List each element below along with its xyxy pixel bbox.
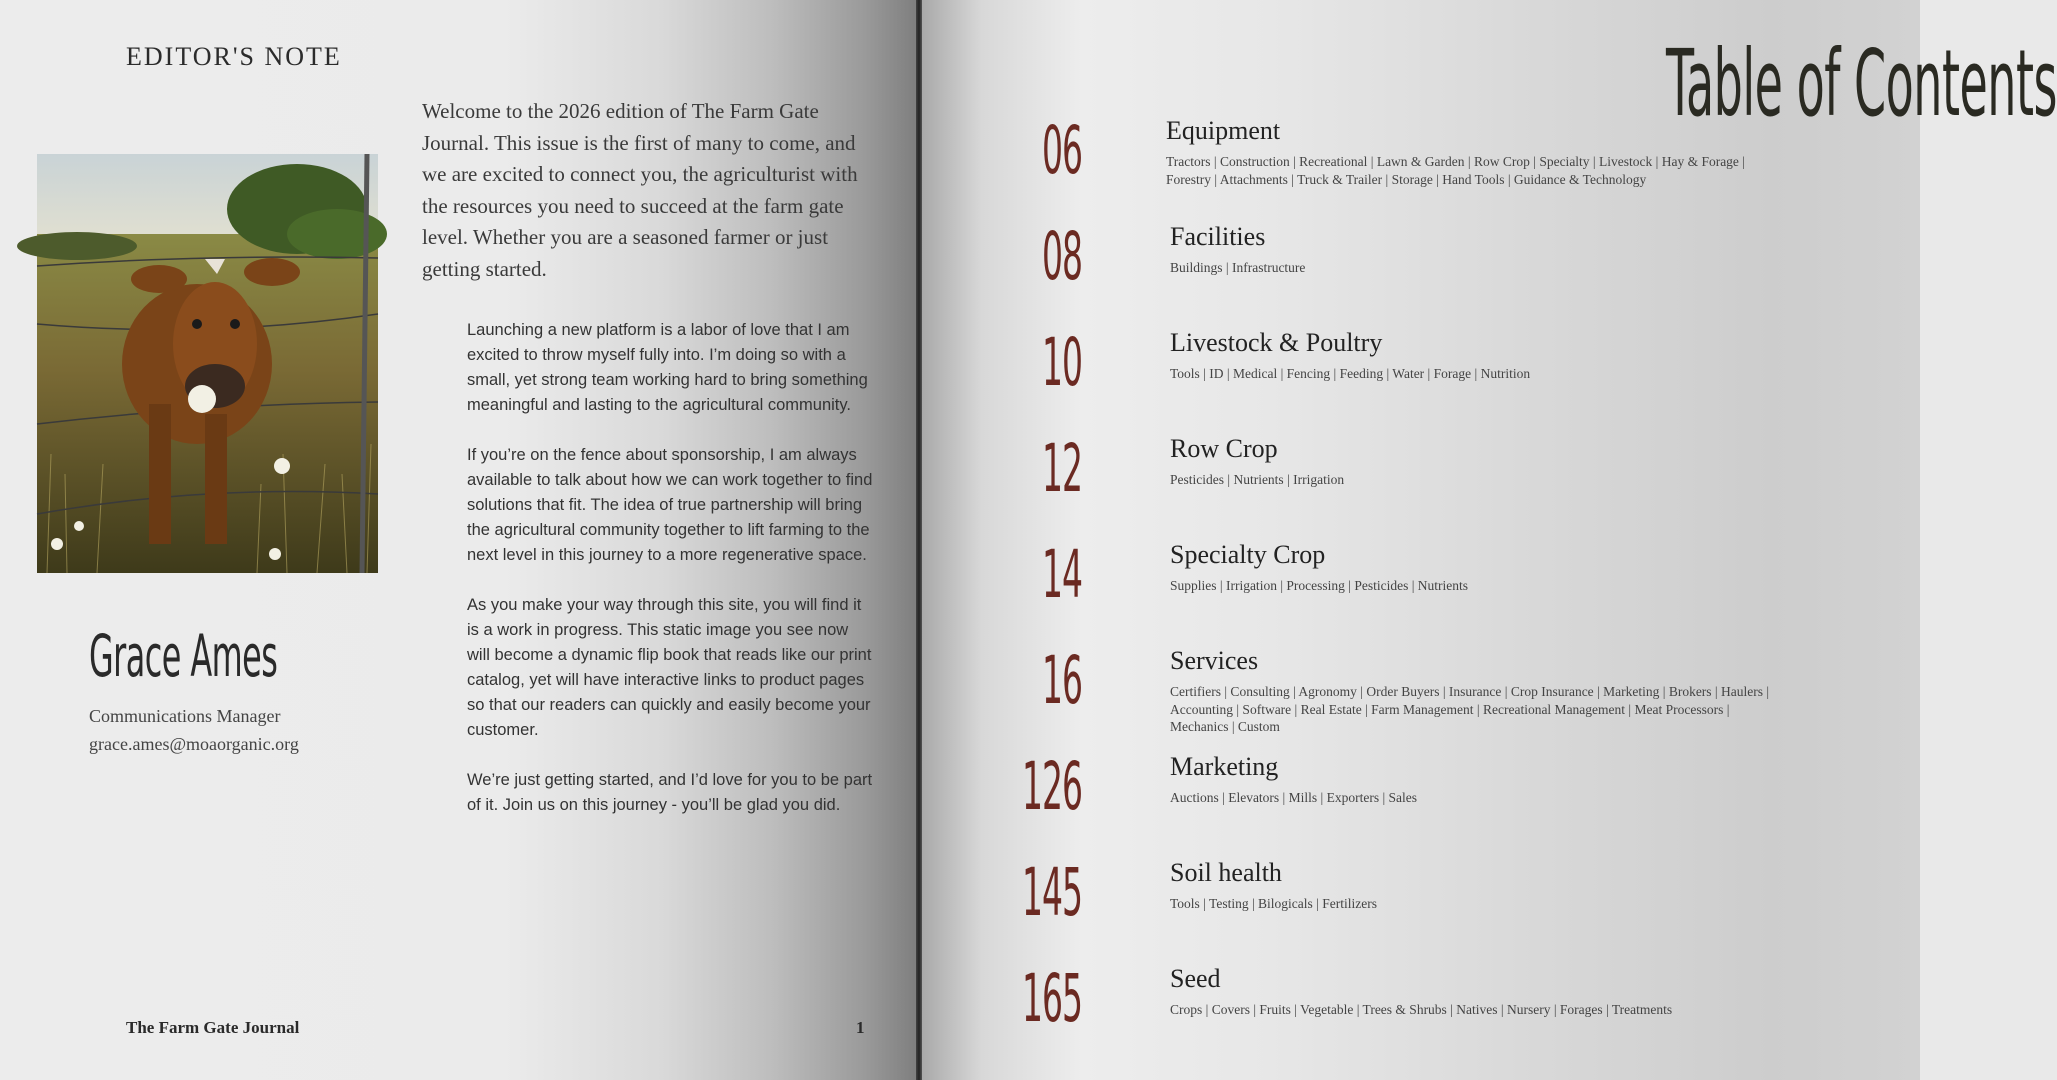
editor-intro: Welcome to the 2026 edition of The Farm Gate Journal. This issue is the first of many to come, and we are excited to connect you, the agriculturist with the resources you need to succeed at the farm gate level. Whether you are a seasoned farmer or just getting started.: [422, 99, 858, 281]
cow-photo: [37, 154, 378, 573]
right-page: [922, 0, 2057, 1080]
toc-entry-row-crop[interactable]: [922, 430, 1920, 536]
toc-subtopics: Tractors | Construction | Recreational | Lawn & Garden | Row Crop | Specialty | Livestock | Hay & Forage | Forestry | Attachments | Truck & Trailer | Storage | Hand Tools | Guidance & Technology: [1166, 154, 1746, 187]
toc-heading: Services: [1170, 646, 1259, 675]
body-paragraph: Launching a new platform is a labor of love that I am excited to throw myself fully into. I’m doing so with a small, yet strong team working hard to bring something meaningful and lasting to the agricultural community.: [467, 321, 868, 414]
toc-list: [922, 0, 2057, 1080]
toc-subtopics: Certifiers | Consulting | Agronomy | Order Buyers | Insurance | Crop Insurance | Marketing | Brokers | Haulers | Accounting | Software | Real Estate | Farm Management | Recreational Management | Meat Processors | Mechanics | Custom: [1170, 684, 1770, 734]
toc-page-number: 14: [1042, 536, 1082, 613]
author-email[interactable]: grace.ames@moaorganic.org: [89, 734, 299, 754]
toc-entry-equipment[interactable]: [922, 112, 1920, 218]
toc-subtopics: Tools | ID | Medical | Fencing | Feeding | Water | Forage | Nutrition: [1170, 366, 1531, 381]
toc-title: Table of Contents: [1666, 30, 2057, 137]
toc-entry-marketing[interactable]: [922, 748, 1920, 854]
toc-page-number: 16: [1042, 642, 1082, 719]
toc-page-number: 06: [1042, 112, 1082, 189]
toc-heading: Row Crop: [1170, 434, 1278, 463]
toc-page-number: 10: [1042, 324, 1082, 401]
toc-entry-specialty-crop[interactable]: [922, 536, 1920, 642]
toc-entry-facilities[interactable]: [922, 218, 1920, 324]
toc-heading: Soil health: [1170, 858, 1282, 887]
toc-heading: Equipment: [1166, 116, 1281, 145]
body-paragraph: As you make your way through this site, you will find it is a work in progress. This static image you see now will become a dynamic flip book that reads like our print catalog, yet will have interactive links to product pages so that our readers can quickly and easily become your customer.: [467, 596, 872, 739]
toc-entry-soil-health[interactable]: [922, 854, 1920, 960]
toc-subtopics: Supplies | Irrigation | Processing | Pesticides | Nutrients: [1170, 578, 1469, 593]
author-role: Communications Manager: [89, 706, 281, 726]
toc-heading: Seed: [1170, 964, 1221, 993]
toc-heading: Facilities: [1170, 222, 1266, 251]
toc-page-number: 145: [1022, 854, 1082, 931]
page-number: 1: [856, 1018, 865, 1037]
toc-page-number: 12: [1042, 430, 1082, 507]
toc-entry-seed[interactable]: [922, 960, 1920, 1066]
section-title: EDITOR'S NOTE: [126, 42, 342, 71]
toc-subtopics: Buildings | Infrastructure: [1170, 260, 1306, 275]
toc-subtopics: Tools | Testing | Bilogicals | Fertilizers: [1170, 896, 1377, 911]
toc-subtopics: Pesticides | Nutrients | Irrigation: [1170, 472, 1345, 487]
toc-heading: Specialty Crop: [1170, 540, 1326, 569]
toc-subtopics: Auctions | Elevators | Mills | Exporters | Sales: [1170, 790, 1418, 805]
toc-entry-services[interactable]: [922, 642, 1920, 748]
body-paragraph: If you’re on the fence about sponsorship, I am always available to talk about how we can work together to find solutions that fit. The idea of true partnership will bring the agricultural community together to lift farming to the next level in this journey to a more regenerative space.: [467, 446, 873, 564]
toc-page-number: 126: [1022, 748, 1082, 825]
toc-page-number: 08: [1042, 218, 1082, 295]
editor-body: [467, 318, 875, 843]
toc-entry-livestock-poultry[interactable]: [922, 324, 1920, 430]
toc-page-number: 165: [1022, 960, 1082, 1037]
body-paragraph: We’re just getting started, and I’d love for you to be part of it. Join us on this journey - you’ll be glad you did.: [467, 771, 873, 814]
footer-publication-title: The Farm Gate Journal: [126, 1018, 300, 1037]
toc-heading: Marketing: [1170, 752, 1279, 781]
toc-heading: Livestock & Poultry: [1170, 328, 1383, 357]
toc-subtopics: Crops | Covers | Fruits | Vegetable | Trees & Shrubs | Natives | Nursery | Forages | Treatments: [1170, 1002, 1673, 1017]
author-name: Grace Ames: [89, 622, 278, 690]
left-page: [0, 0, 920, 1080]
